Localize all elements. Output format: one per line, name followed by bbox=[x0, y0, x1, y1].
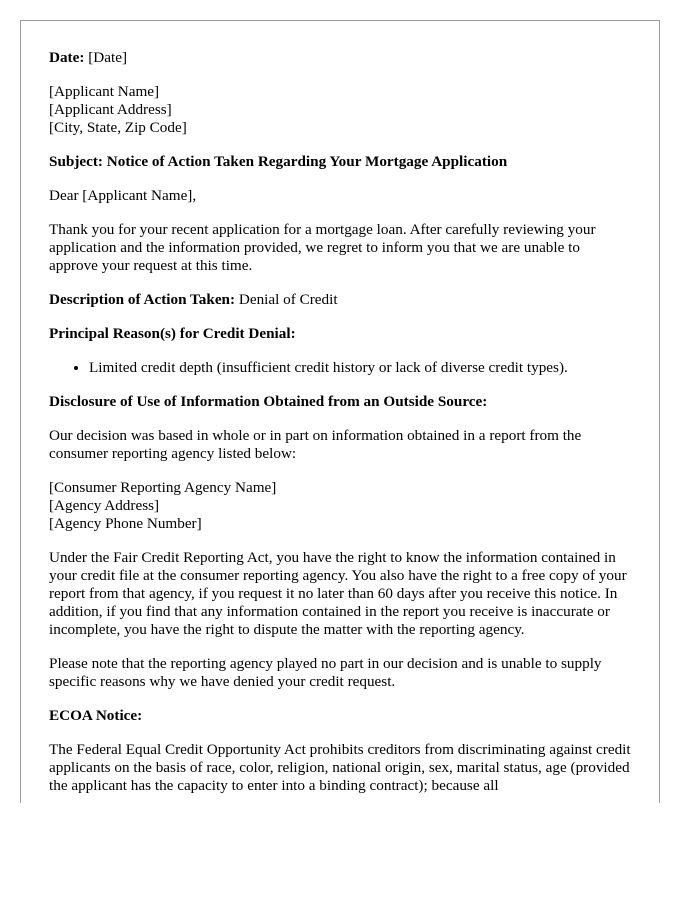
date-value: [Date] bbox=[88, 49, 128, 66]
intro-paragraph: Thank you for your recent application for a mortgage loan. After carefully reviewing your application and the information provided, we regret to inform you that we are unable to approve your request at this time. bbox=[49, 221, 596, 274]
ecoa-paragraph: The Federal Equal Credit Opportunity Act prohibits creditors from discriminating against credit applicants on the basis of race, color, religion, national origin, sex, marital status, age (provided the applicant has the capacity to enter into a binding contract); because all bbox=[49, 741, 631, 794]
letter-page bbox=[20, 20, 660, 803]
reason-item: • Limited credit depth (insufficient credit history or lack of diverse credit types). bbox=[89, 359, 631, 377]
fcra-paragraph: Under the Fair Credit Reporting Act, you have the right to know the information contained in your credit file at the consumer reporting agency. You also have the right to a free copy of your report from that agency, if you request it no later than 60 days after you receive this notice. In addition, if you find that any information contained in the report you receive is inaccurate or incomplete, you have the right to dispute the matter with the reporting agency. bbox=[49, 549, 627, 638]
disclosure-paragraph: Our decision was based in whole or in part on information obtained in a report from the consumer reporting agency listed below: bbox=[49, 427, 582, 462]
subject-line: Subject: Notice of Action Taken Regarding Your Mortgage Application bbox=[49, 153, 508, 170]
salutation: Dear [Applicant Name], bbox=[49, 187, 197, 204]
ecoa-heading: ECOA Notice: bbox=[49, 707, 143, 724]
applicant-city-state-zip: [City, State, Zip Code] bbox=[49, 119, 187, 136]
reasons-heading: Principal Reason(s) for Credit Denial: bbox=[49, 325, 296, 342]
letter-content bbox=[21, 21, 659, 795]
action-label: Description of Action Taken: bbox=[49, 291, 236, 308]
applicant-address: [Applicant Address] bbox=[49, 101, 172, 118]
agency-block bbox=[49, 479, 631, 533]
agency-address: [Agency Address] bbox=[49, 497, 160, 514]
reasons-list bbox=[49, 359, 631, 377]
date-label: Date: bbox=[49, 49, 85, 66]
applicant-name: [Applicant Name] bbox=[49, 83, 160, 100]
agency-note-paragraph: Please note that the reporting agency played no part in our decision and is unable to supply specific reasons why we have denied your credit request. bbox=[49, 655, 602, 690]
agency-phone: [Agency Phone Number] bbox=[49, 515, 202, 532]
action-value: Denial of Credit bbox=[238, 291, 338, 308]
date-line bbox=[49, 49, 631, 67]
disclosure-heading: Disclosure of Use of Information Obtained from an Outside Source: bbox=[49, 393, 488, 410]
action-line bbox=[49, 291, 631, 309]
agency-name: [Consumer Reporting Agency Name] bbox=[49, 479, 277, 496]
applicant-block bbox=[49, 83, 631, 137]
